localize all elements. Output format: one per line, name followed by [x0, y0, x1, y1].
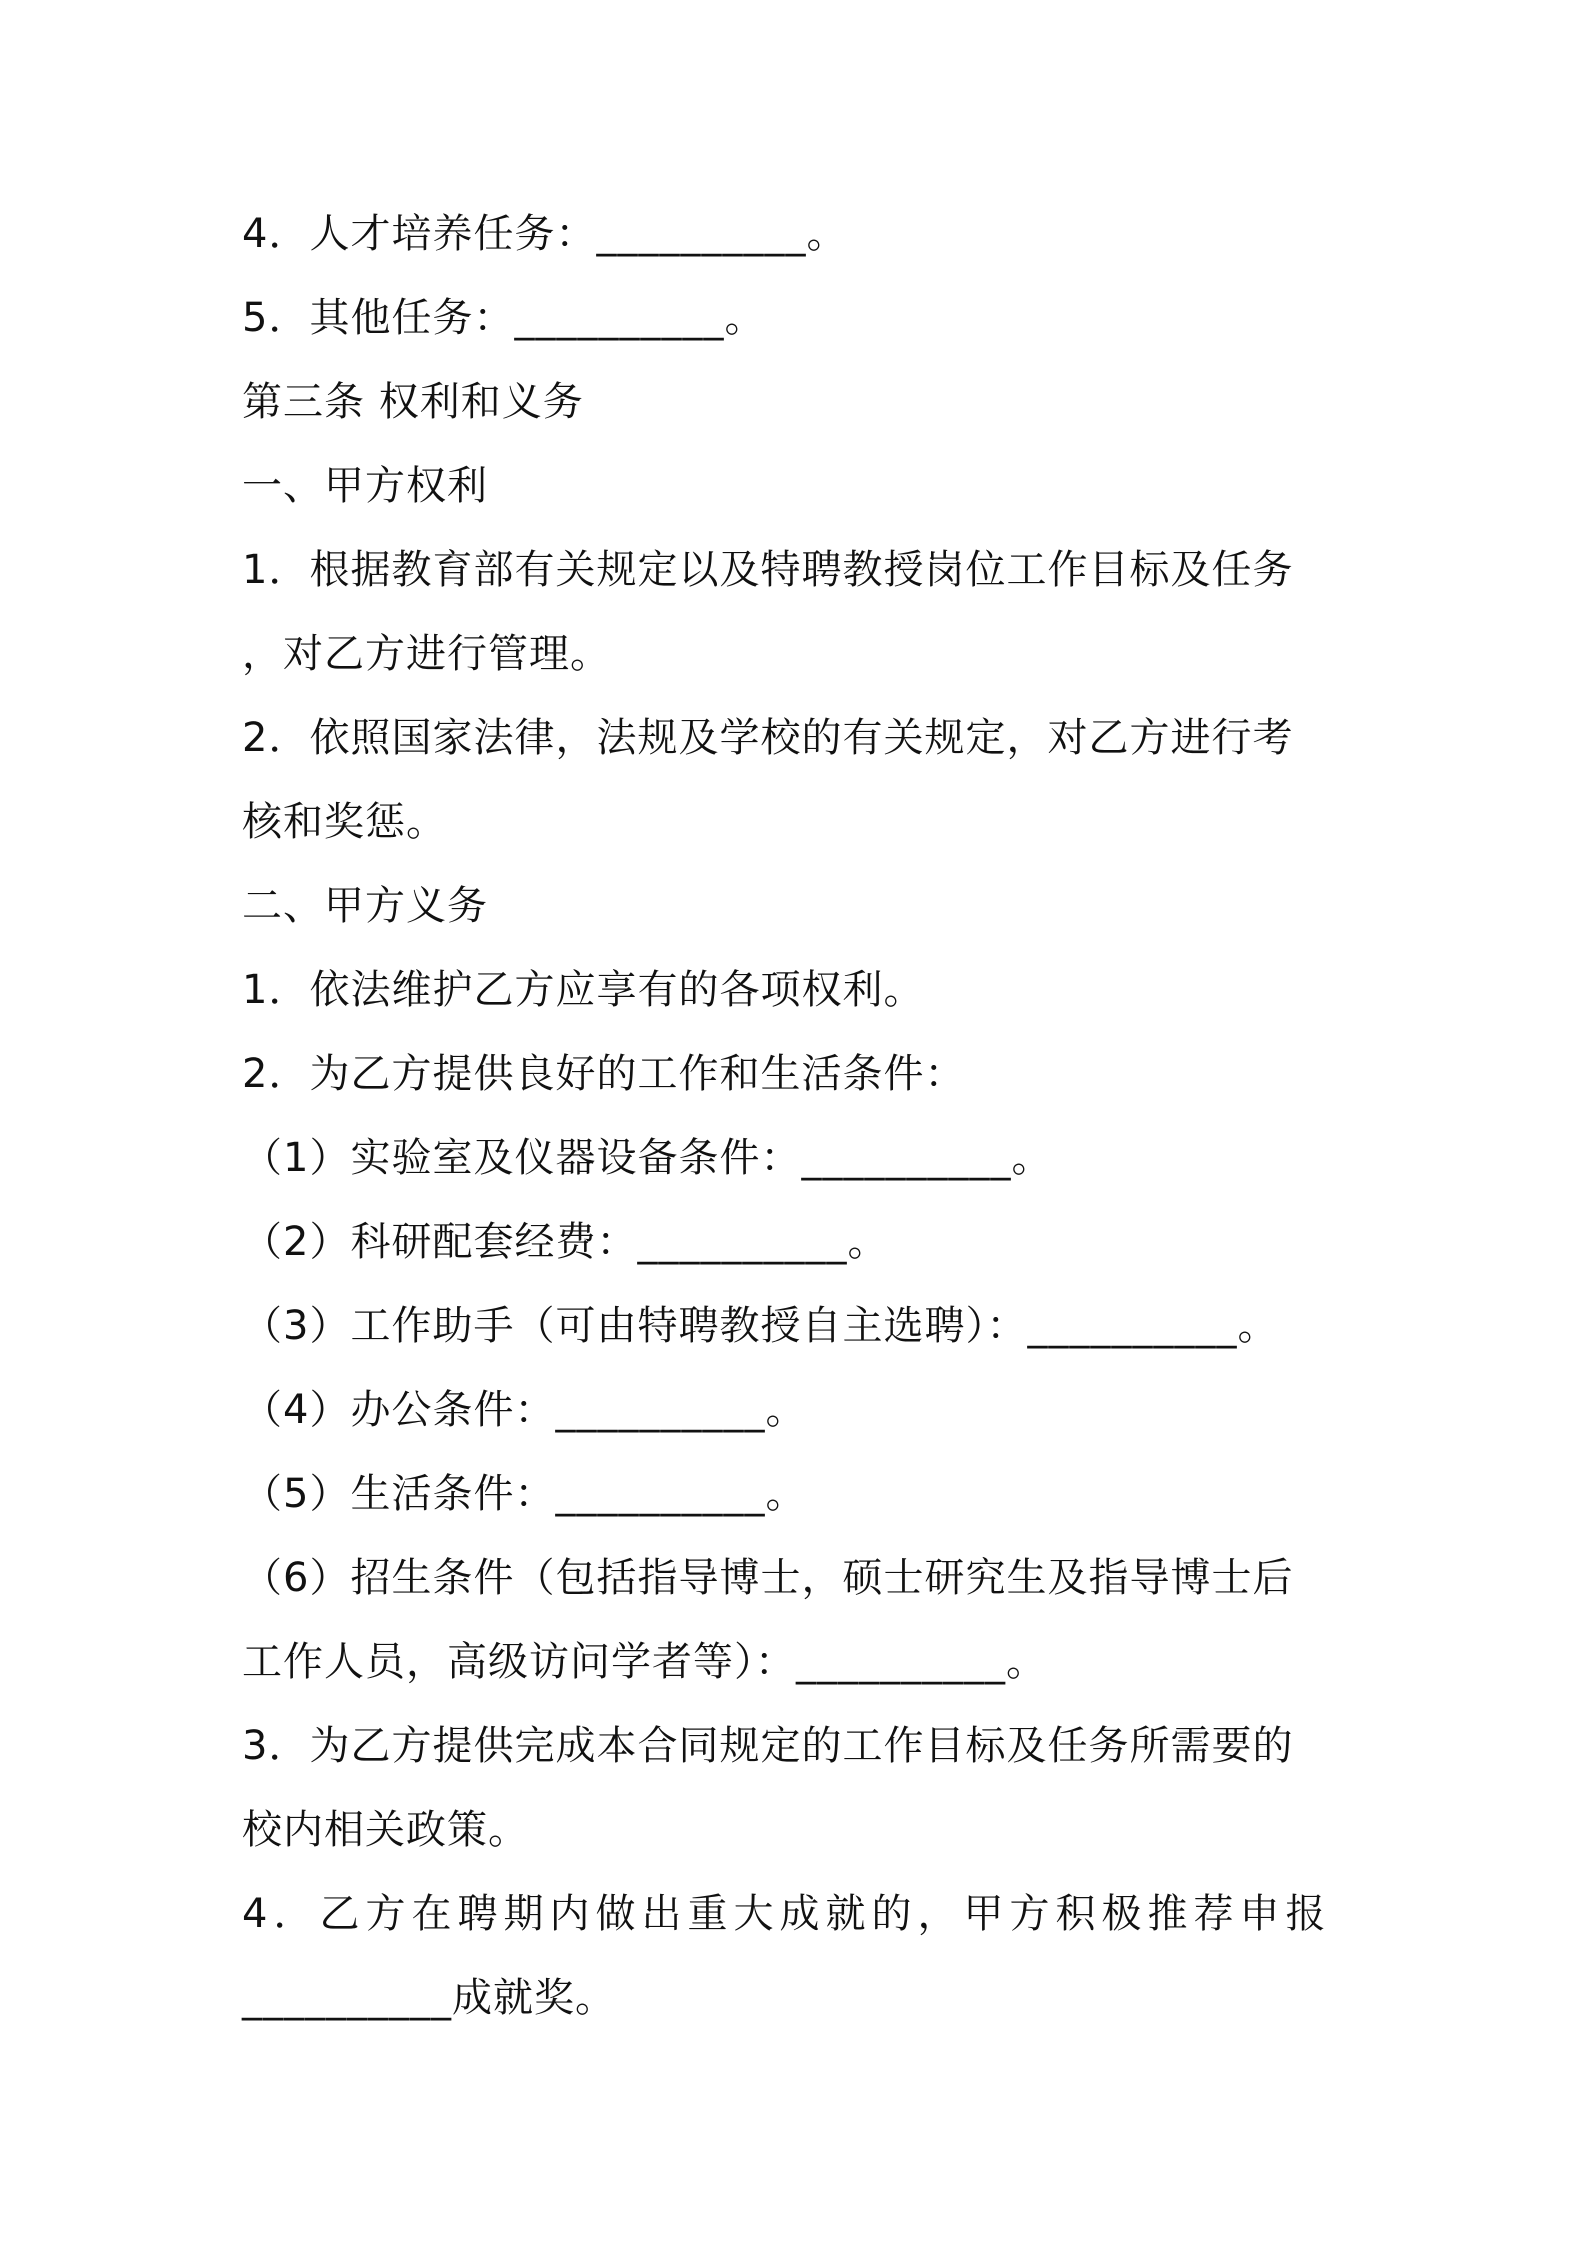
obligations-item-4-line-1: 4．乙方在聘期内做出重大成就的，甲方积极推荐申报: [242, 1891, 1332, 1937]
party-a-rights-heading: 一、甲方权利: [242, 463, 488, 509]
condition-2-funding: （2）科研配套经费：__________。: [242, 1219, 889, 1265]
article-3-heading: 第三条 权利和义务: [242, 379, 584, 425]
rights-item-2-line-1: 2．依照国家法律，法规及学校的有关规定，对乙方进行考: [242, 715, 1294, 761]
rights-item-2-line-2: 核和奖惩。: [242, 799, 447, 845]
condition-6-enrollment-line-2: 工作人员，高级访问学者等）：__________。: [242, 1639, 1047, 1685]
obligations-item-3-line-2: 校内相关政策。: [242, 1807, 529, 1853]
party-a-obligations-heading: 二、甲方义务: [242, 883, 488, 929]
rights-item-1-line-1: 1．根据教育部有关规定以及特聘教授岗位工作目标及任务: [242, 547, 1294, 593]
condition-1-lab: （1）实验室及仪器设备条件：__________。: [242, 1135, 1053, 1181]
task-4-line: 4．人才培养任务：__________。: [242, 211, 848, 257]
rights-item-1-line-2: ，对乙方进行管理。: [242, 631, 611, 677]
task-5-line: 5．其他任务：__________。: [242, 295, 766, 341]
condition-4-office: （4）办公条件：__________。: [242, 1387, 807, 1433]
obligations-item-1: 1．依法维护乙方应享有的各项权利。: [242, 967, 925, 1013]
condition-3-assistant: （3）工作助手（可由特聘教授自主选聘）：__________。: [242, 1303, 1279, 1349]
obligations-item-2: 2．为乙方提供良好的工作和生活条件：: [242, 1051, 966, 1097]
obligations-item-4-line-2: __________成就奖。: [242, 1975, 616, 2021]
obligations-item-3-line-1: 3．为乙方提供完成本合同规定的工作目标及任务所需要的: [242, 1723, 1294, 1769]
condition-6-enrollment-line-1: （6）招生条件（包括指导博士，硕士研究生及指导博士后: [242, 1555, 1294, 1601]
document-body: [242, 192, 1362, 2040]
condition-5-living: （5）生活条件：__________。: [242, 1471, 807, 1517]
